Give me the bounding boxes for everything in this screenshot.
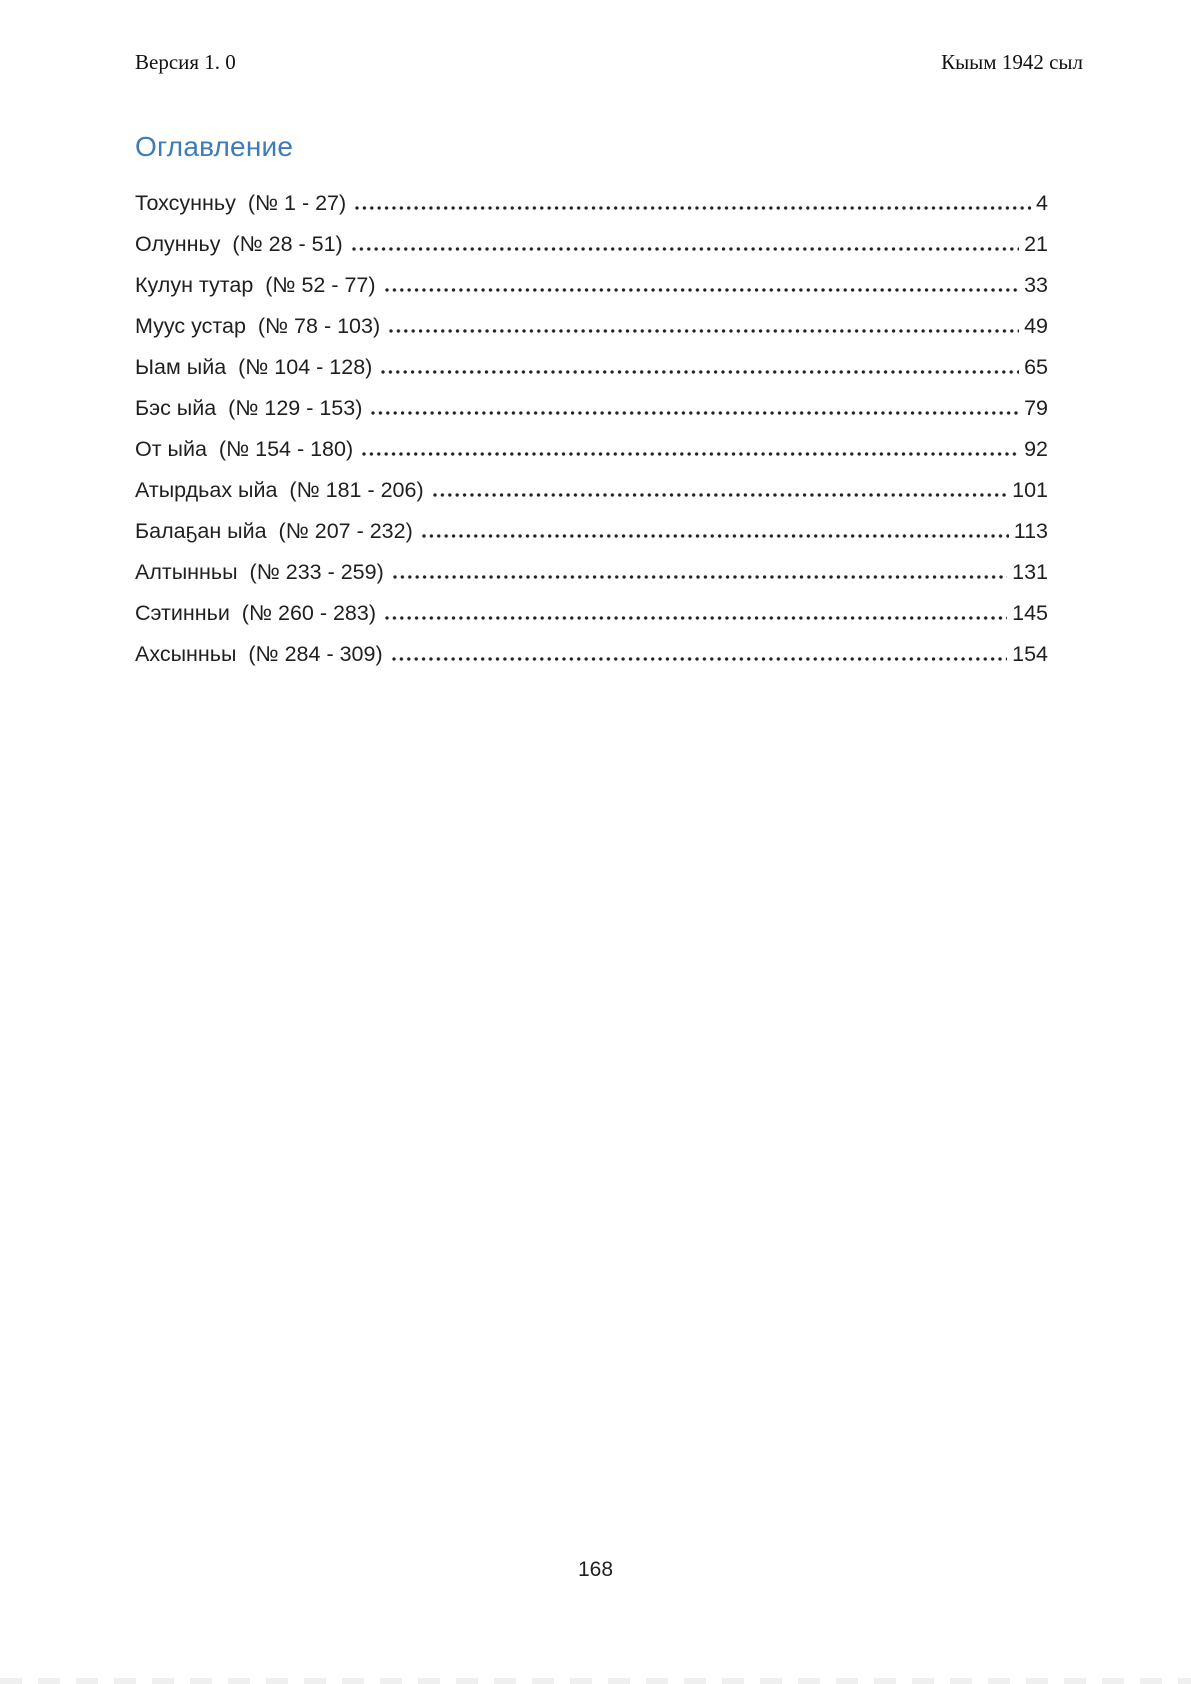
toc-entry[interactable]: [135, 215, 1048, 256]
toc-entry-label[interactable]: Кулун тутар (№ 52 - 77): [135, 272, 376, 297]
toc-entry[interactable]: [135, 502, 1048, 543]
dot-leader: [352, 247, 1019, 251]
dot-leader: [422, 534, 1009, 538]
toc-entry-page-number[interactable]: 101: [1012, 477, 1048, 502]
toc-entry[interactable]: [135, 543, 1048, 584]
dot-leader: [371, 411, 1019, 415]
page-number-footer: [0, 1558, 1191, 1582]
toc-entry-label[interactable]: Ыам ыйа (№ 104 - 128): [135, 354, 373, 379]
toc-entry-page-number[interactable]: 4: [1036, 190, 1048, 215]
header-version-label: Версия 1. 0: [135, 50, 236, 74]
dot-leader: [392, 657, 1008, 661]
dot-leader: [389, 329, 1019, 333]
toc-entry[interactable]: [135, 584, 1048, 625]
table-of-contents: [135, 131, 1048, 666]
dot-leader: [381, 370, 1019, 374]
dot-leader: [355, 206, 1031, 210]
toc-entry-page-number[interactable]: 154: [1012, 641, 1048, 666]
toc-heading: Оглавление: [135, 131, 294, 162]
toc-entry-page-number[interactable]: 21: [1024, 231, 1048, 256]
toc-entry[interactable]: [135, 256, 1048, 297]
toc-entry[interactable]: [135, 379, 1048, 420]
toc-entry-list: [135, 174, 1048, 666]
toc-entry[interactable]: [135, 174, 1048, 215]
page-bottom-dashed-edge: [0, 1678, 1191, 1684]
toc-entry-label[interactable]: Алтынньы (№ 233 - 259): [135, 559, 384, 584]
toc-entry[interactable]: [135, 420, 1048, 461]
toc-entry-page-number[interactable]: 49: [1024, 313, 1048, 338]
toc-entry[interactable]: [135, 297, 1048, 338]
toc-entry-label[interactable]: Сэтинньи (№ 260 - 283): [135, 600, 376, 625]
footer-page-number: 168: [577, 1558, 614, 1581]
toc-entry[interactable]: [135, 625, 1048, 666]
toc-entry-page-number[interactable]: 92: [1024, 436, 1048, 461]
toc-entry-label[interactable]: Муус устар (№ 78 - 103): [135, 313, 381, 338]
toc-entry-label[interactable]: Олунньу (№ 28 - 51): [135, 231, 343, 256]
toc-entry-label[interactable]: Атырдьах ыйа (№ 181 - 206): [135, 477, 424, 502]
header-document-title: Кыым 1942 сыл: [941, 50, 1083, 74]
page-header: [135, 50, 1083, 75]
dot-leader: [385, 616, 1007, 620]
toc-entry-label[interactable]: Тохсунньу (№ 1 - 27): [135, 190, 347, 215]
toc-entry-page-number[interactable]: 145: [1012, 600, 1048, 625]
toc-entry-label[interactable]: Балаҕан ыйа (№ 207 - 232): [135, 518, 413, 543]
toc-entry[interactable]: [135, 338, 1048, 379]
toc-entry-label[interactable]: Ахсынньы (№ 284 - 309): [135, 641, 383, 666]
toc-entry-page-number[interactable]: 65: [1024, 354, 1048, 379]
dot-leader: [433, 493, 1007, 497]
toc-entry-page-number[interactable]: 33: [1024, 272, 1048, 297]
toc-entry-label[interactable]: От ыйа (№ 154 - 180): [135, 436, 354, 461]
toc-entry-page-number[interactable]: 79: [1024, 395, 1048, 420]
dot-leader: [385, 288, 1020, 292]
toc-entry-page-number[interactable]: 113: [1013, 518, 1048, 543]
toc-entry-label[interactable]: Бэс ыйа (№ 129 - 153): [135, 395, 363, 420]
dot-leader: [393, 575, 1007, 579]
toc-entry[interactable]: [135, 461, 1048, 502]
dot-leader: [362, 452, 1019, 456]
toc-entry-page-number[interactable]: 131: [1012, 559, 1048, 584]
